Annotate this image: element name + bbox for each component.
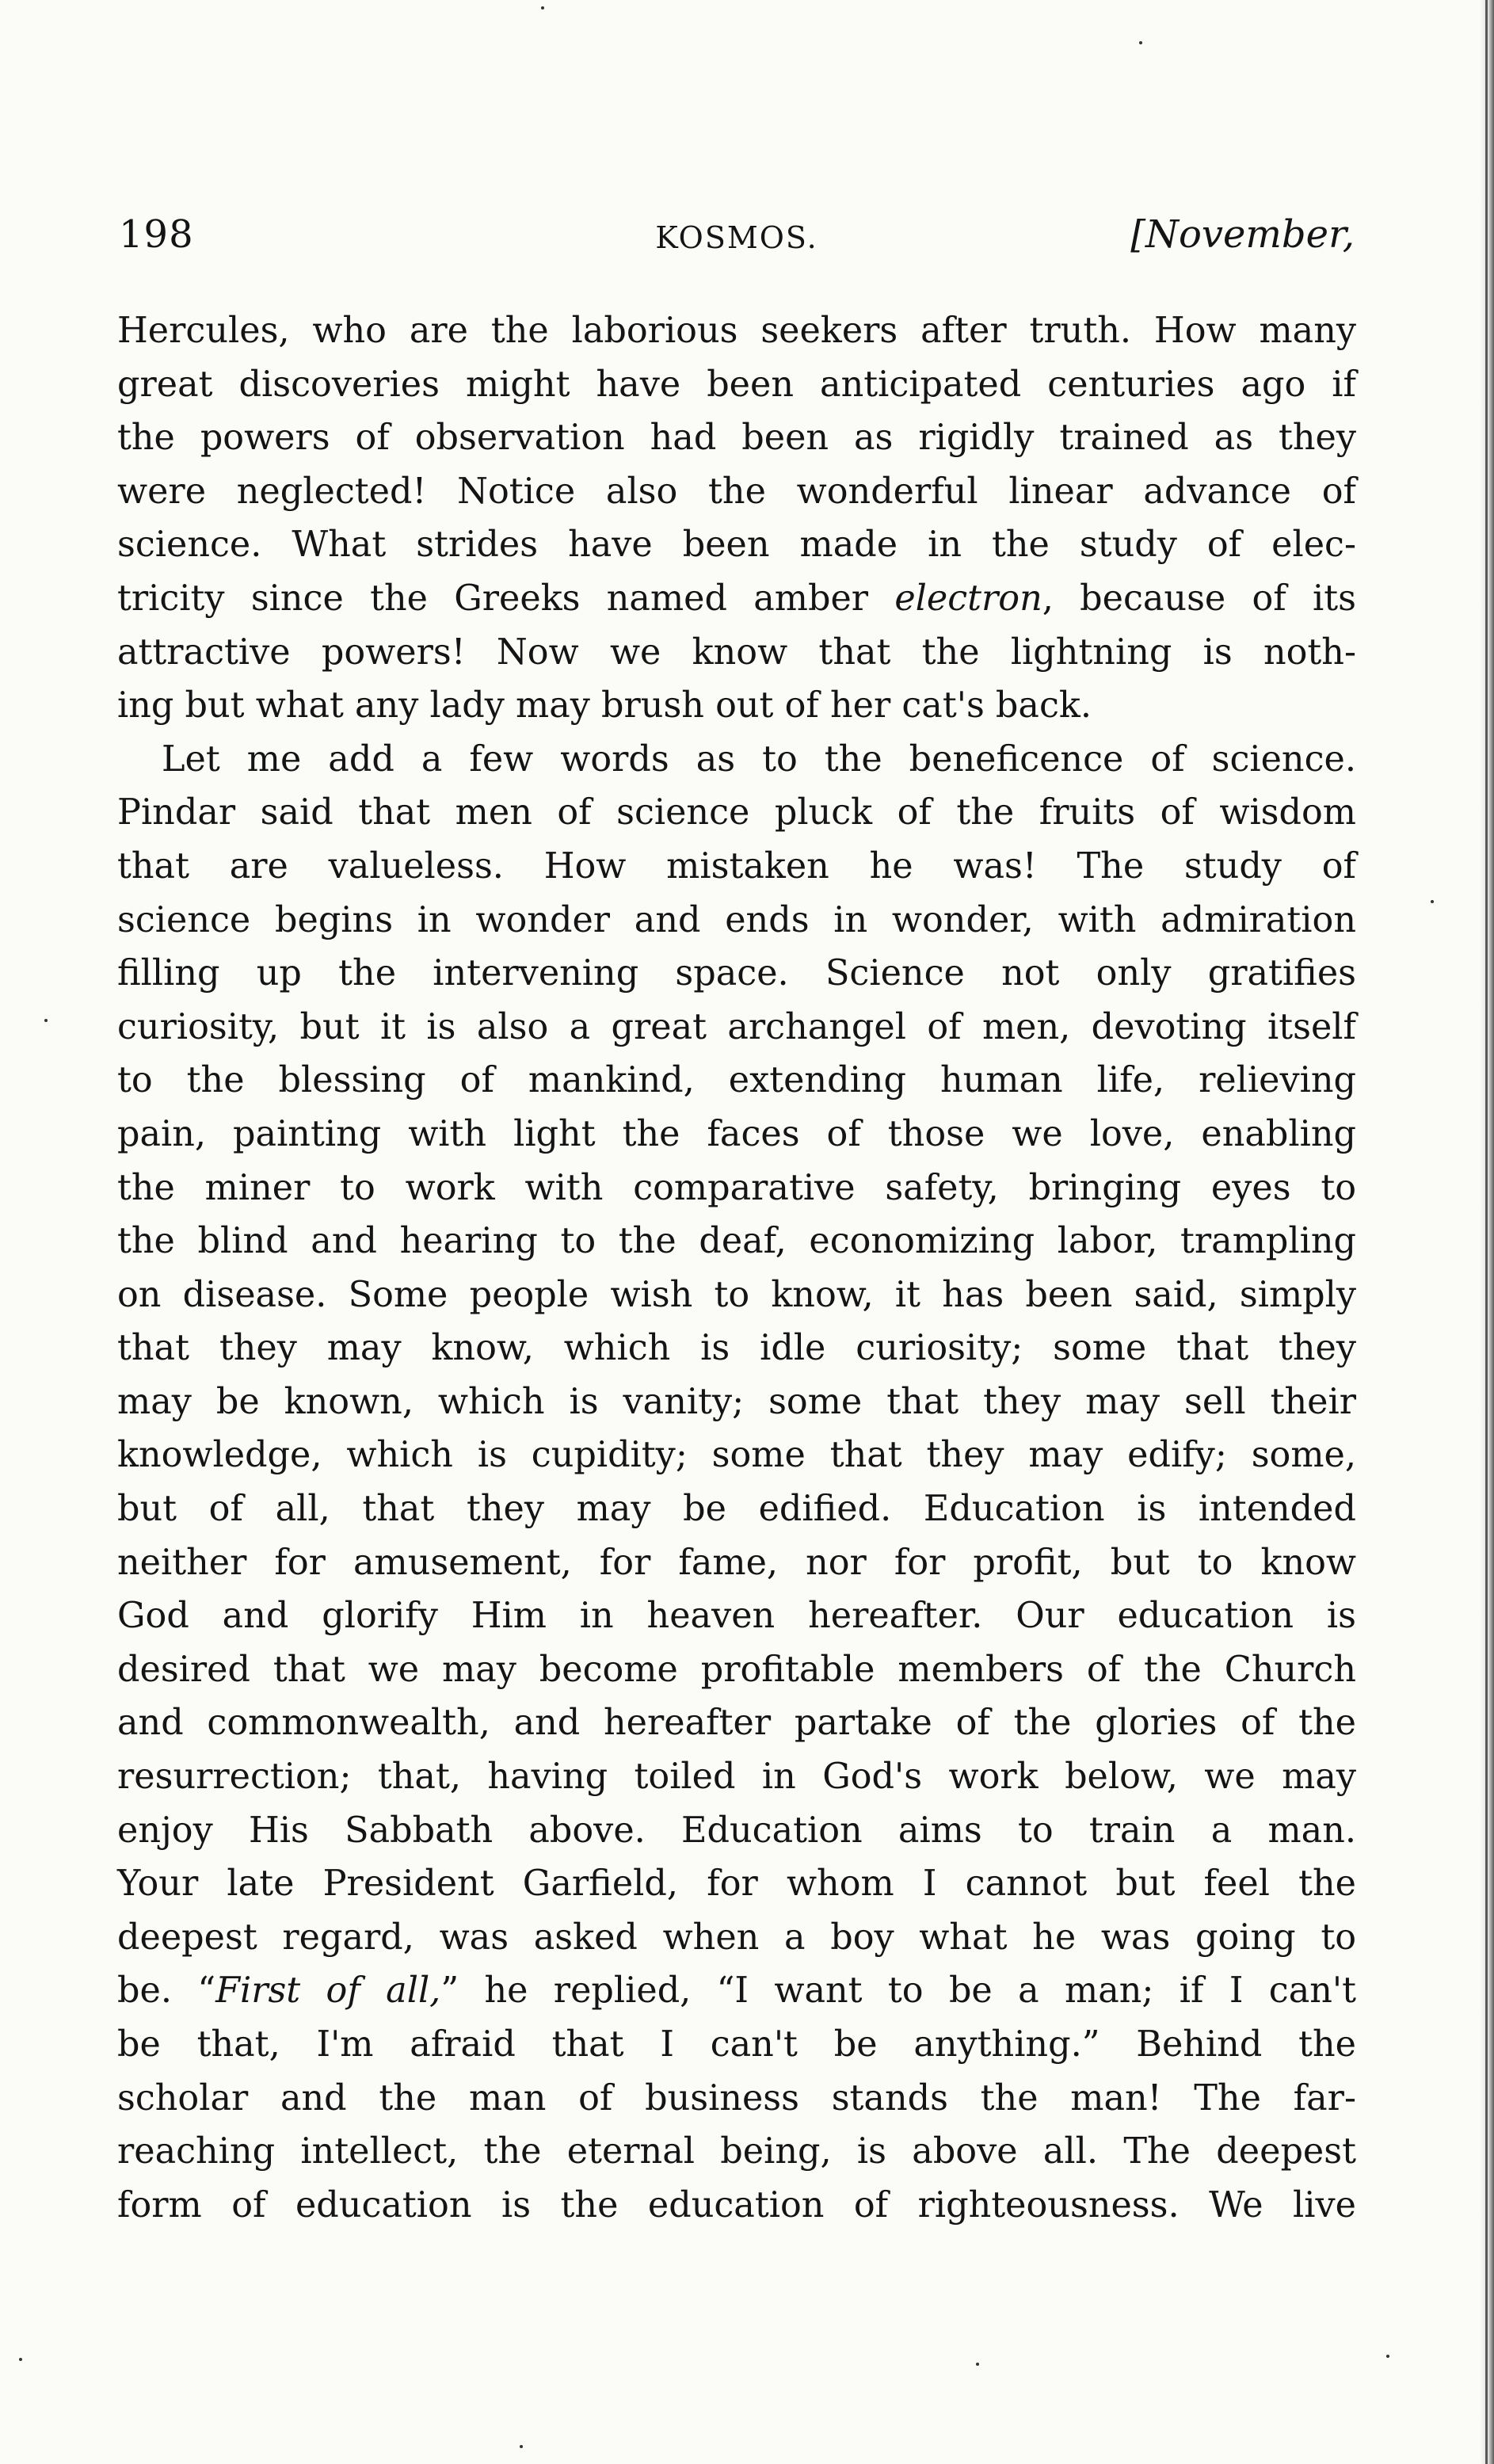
body-text [117,304,1356,2232]
text-line: tricity since the Greeks named amber electron, because of its [117,578,1356,619]
text-line: Hercules, who are the laborious seekers after truth. How many [117,311,1356,351]
scan-speck [19,2358,22,2361]
page-edge-line [1485,0,1488,2464]
text-line: scholar and the man of business stands the man! The far- [117,2077,1356,2119]
scan-speck [1431,900,1434,903]
text-line: filling up the intervening space. Science not only gratifies [117,953,1356,994]
running-title: KOSMOS. [655,220,818,255]
text-line: desired that we may become profitable members of the Church [117,1649,1356,1690]
text-line: knowledge, which is cupidity; some that they may edify; some, [117,1435,1356,1476]
text-line: Your late President Garfield, for whom I cannot but feel the [117,1863,1356,1905]
text-line: curiosity, but it is also a great archangel of men, devoting itself [117,1006,1356,1047]
paragraph-1 [117,304,1356,733]
text-line: science begins in wonder and ends in wonder, with admiration [117,899,1356,940]
text-line: and commonwealth, and hereafter partake of the glories of the [117,1703,1356,1744]
text-line: great discoveries might have been anticipated centuries ago if [117,364,1356,405]
scan-speck [541,6,544,10]
paragraph-2 [117,733,1356,2233]
text-line: on disease. Some people wish to know, it has been said, simply [117,1274,1356,1315]
text-line: science. What strides have been made in the study of elec- [117,524,1356,566]
italic-term: electron [894,578,1042,619]
text-line: be that, I'm afraid that I can't be anything.” Behind the [117,2024,1356,2065]
text-line: may be known, which is vanity; some that they may sell their [117,1381,1356,1422]
text-line: to the blessing of mankind, extending human life, relieving [117,1060,1356,1101]
text-line: God and glorify Him in heaven hereafter. Our education is [117,1596,1356,1637]
page-header [119,212,1355,260]
italic-quote: First of all, [215,1970,441,2012]
text-line: the miner to work with comparative safety, bringing eyes to [117,1167,1356,1208]
scan-speck [520,2445,523,2448]
text-line: the blind and hearing to the deaf, economizing labor, trampling [117,1221,1356,1262]
text-line: pain, painting with light the faces of those we love, enabling [117,1113,1356,1154]
text-line: deepest regard, was asked when a boy what he was going to [117,1917,1356,1958]
scan-speck [976,2363,979,2366]
month-heading: [November, [1130,212,1355,257]
text-line: be. “First of all,” he replied, “I want to be a man; if I can't [117,1970,1356,2012]
text-line: neither for amusement, for fame, nor for profit, but to know [117,1542,1356,1583]
text-line: Let me add a few words as to the beneficence of science. [162,738,1356,780]
scan-speck [1139,41,1142,44]
text-line: Pindar said that men of science pluck of the fruits of wisdom [117,792,1356,833]
text-line: ing but what any lady may brush out of her cat's back. [117,685,1092,727]
text-line: enjoy His Sabbath above. Education aims to train a man. [117,1810,1356,1851]
text-line: the powers of observation had been as rigidly trained as they [117,418,1356,459]
text-line: attractive powers! Now we know that the lightning is noth- [117,631,1356,673]
text-line: were neglected! Notice also the wonderful linear advance of [117,471,1356,512]
text-line: form of education is the education of righteousness. We live [117,2184,1356,2226]
text-line: but of all, that they may be edified. Education is intended [117,1489,1356,1530]
scan-speck [44,1019,48,1022]
text-line: that they may know, which is idle curiosity; some that they [117,1328,1356,1369]
text-line: resurrection; that, having toiled in God's work below, we may [117,1756,1356,1798]
scan-speck [1386,2355,1389,2358]
page-number: 198 [119,212,194,257]
text-line: that are valueless. How mistaken he was! The study of [117,845,1356,887]
text-line: reaching intellect, the eternal being, is above all. The deepest [117,2131,1356,2172]
